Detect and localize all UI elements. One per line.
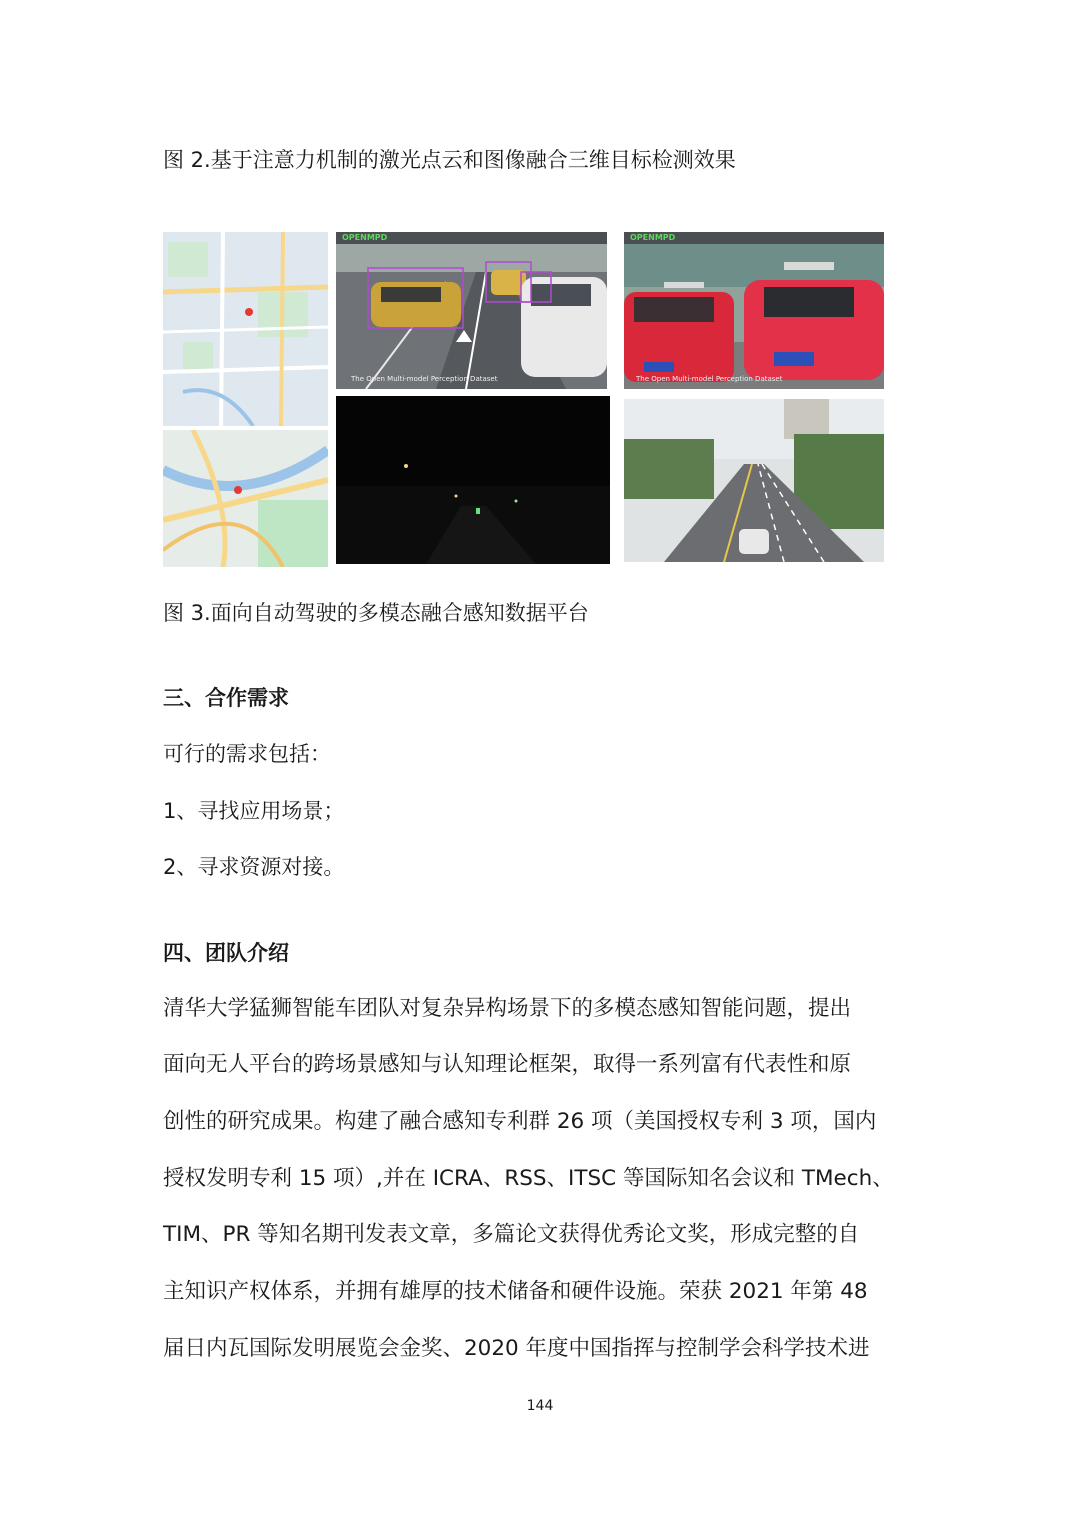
- paragraph-line: TIM、PR 等知名期刊发表文章，多篇论文获得优秀论文奖，形成完整的自: [163, 1222, 860, 1247]
- night-road-image: [336, 396, 610, 564]
- paragraph-line: 授权发明专利 15 项）,并在 ICRA、RSS、ITSC 等国际知名会议和 TMech、: [163, 1166, 894, 1191]
- figure3-caption: 图 3.面向自动驾驶的多模态融合感知数据平台: [163, 601, 589, 625]
- traffic-detection-image: [336, 232, 607, 389]
- map-image-top: [163, 232, 328, 426]
- dataset-label: The Open Multi-model Perception Dataset: [351, 375, 498, 383]
- dataset-label-2: The Open Multi-model Perception Dataset: [636, 375, 783, 383]
- paragraph-line: 清华大学猛狮智能车团队对复杂异构场景下的多模态感知智能问题，提出: [163, 996, 852, 1021]
- map-image-bottom: [163, 430, 328, 567]
- openmpd-logo-2: OPENMPD: [630, 233, 676, 242]
- paragraph-line: 面向无人平台的跨场景感知与认知理论框架，取得一系列富有代表性和原: [163, 1052, 852, 1077]
- figure2-caption: 图 2.基于注意力机制的激光点云和图像融合三维目标检测效果: [163, 148, 736, 172]
- page-number: 144: [526, 1398, 554, 1414]
- openmpd-logo: OPENMPD: [342, 233, 388, 242]
- list-item: 1、寻找应用场景；: [163, 799, 345, 823]
- sensor-car-image: [624, 232, 884, 389]
- daytime-road-image: [624, 399, 884, 562]
- section4-heading: 四、团队介绍: [163, 941, 289, 965]
- paragraph-line: 届日内瓦国际发明展览会金奖、2020 年度中国指挥与控制学会科学技术进: [163, 1336, 870, 1361]
- section3-heading: 三、合作需求: [163, 686, 289, 710]
- section3-intro: 可行的需求包括：: [163, 742, 331, 766]
- paragraph-line: 创性的研究成果。构建了融合感知专利群 26 项（美国授权专利 3 项，国内: [163, 1109, 877, 1134]
- list-item: 2、寻求资源对接。: [163, 855, 345, 879]
- paragraph-line: 主知识产权体系，并拥有雄厚的技术储备和硬件设施。荣获 2021 年第 48: [163, 1279, 868, 1304]
